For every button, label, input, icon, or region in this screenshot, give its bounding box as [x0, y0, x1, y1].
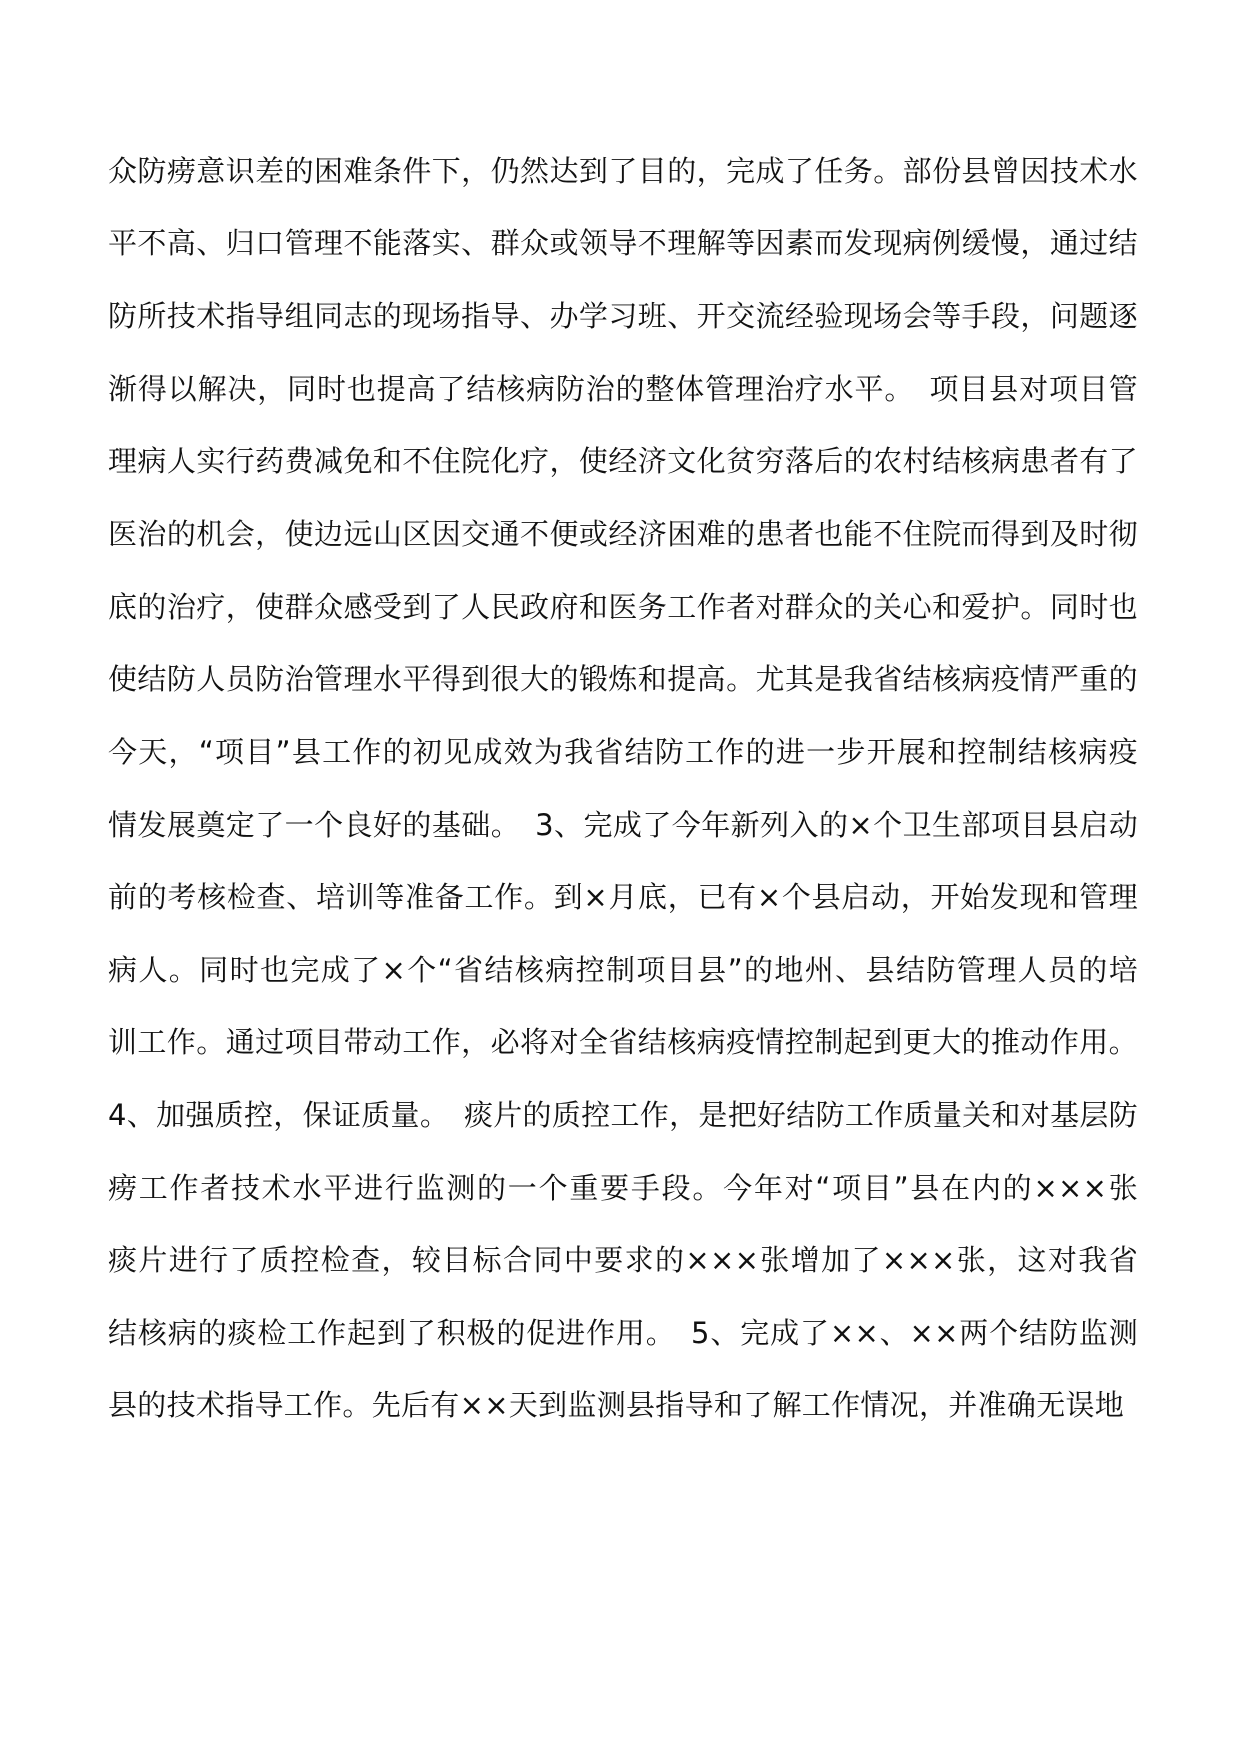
text-line: 前的考核检查、培训等准备工作。到×月底，已有×个县启动，开始发现和管理 [108, 880, 1138, 914]
text-line: 渐得以解决，同时也提高了结核病防治的整体管理治疗水平。 项目县对项目管 [108, 372, 1138, 406]
text-line: 底的治疗，使群众感受到了人民政府和医务工作者对群众的关心和爱护。同时也 [108, 590, 1138, 624]
text-line: 县的技术指导工作。先后有××天到监测县指导和了解工作情况，并准确无误地 [108, 1388, 1125, 1422]
text-line: 痨工作者技术水平进行监测的一个重要手段。今年对“项目”县在内的×××张 [108, 1171, 1138, 1205]
text-line: 结核病的痰检工作起到了积极的促进作用。 5、完成了××、××两个结防监测 [108, 1316, 1138, 1350]
text-line: 防所技术指导组同志的现场指导、办学习班、开交流经验现场会等手段，问题逐 [108, 299, 1138, 333]
text-line: 4、加强质控，保证质量。 痰片的质控工作，是把好结防工作质量关和对基层防 [108, 1098, 1138, 1132]
text-line: 病人。同时也完成了×个“省结核病控制项目县”的地州、县结防管理人员的培 [108, 953, 1138, 987]
text-line: 情发展奠定了一个良好的基础。 3、完成了今年新列入的×个卫生部项目县启动 [108, 808, 1138, 842]
text-line: 今天，“项目”县工作的初见成效为我省结防工作的进一步开展和控制结核病疫 [108, 735, 1138, 769]
text-line: 使结防人员防治管理水平得到很大的锻炼和提高。尤其是我省结核病疫情严重的 [108, 662, 1138, 696]
text-line: 理病人实行药费减免和不住院化疗，使经济文化贫穷落后的农村结核病患者有了 [108, 444, 1138, 478]
text-line: 平不高、归口管理不能落实、群众或领导不理解等因素而发现病例缓慢，通过结 [108, 226, 1138, 260]
text-line: 训工作。通过项目带动工作，必将对全省结核病疫情控制起到更大的推动作用。 [108, 1025, 1138, 1059]
text-line: 痰片进行了质控检查，较目标合同中要求的×××张增加了×××张，这对我省 [108, 1243, 1138, 1277]
text-line: 众防痨意识差的困难条件下，仍然达到了目的，完成了任务。部份县曾因技术水 [108, 154, 1138, 188]
text-line: 医治的机会，使边远山区因交通不便或经济困难的患者也能不住院而得到及时彻 [108, 517, 1138, 551]
